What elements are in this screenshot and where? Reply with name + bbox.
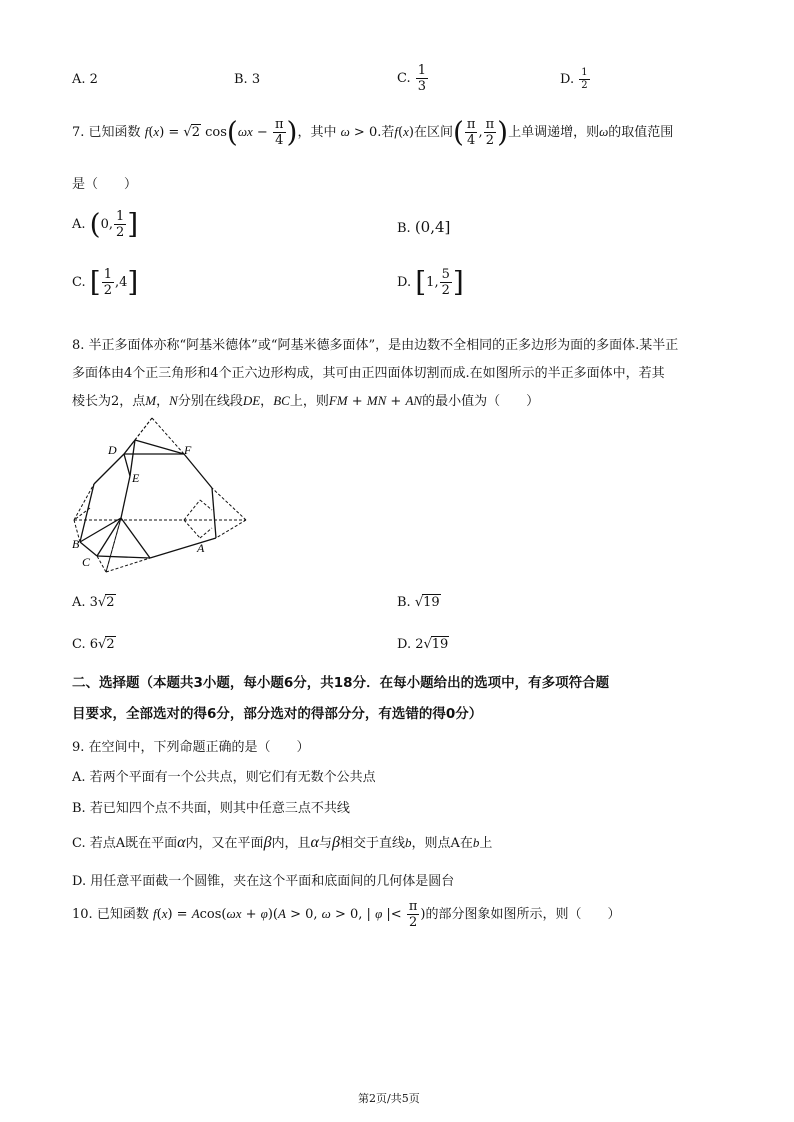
- q9-stem: 9. 在空间中，下列命题正确的是（ ）: [72, 740, 310, 755]
- q7-option-d: D. [1, $\frac{5}{2}$ ]: [397, 265, 464, 299]
- q10-stem: 10. 已知函数 f(x) = Acos(ωx + φ)(A > 0, ω > 0, | φ |< $\frac{\pi}{2}$ )的部分图象如图所示，则（ ）: [72, 899, 621, 930]
- q8-line3b: 分别在线段: [177, 394, 243, 409]
- label-E: E: [132, 471, 140, 485]
- q8-line3a: 棱长为2，点: [72, 394, 146, 409]
- label-B: B: [72, 537, 80, 551]
- q6-option-d-label: D.: [560, 72, 575, 87]
- q7-number: 7.: [72, 125, 85, 140]
- q7-text-3: .若: [377, 125, 395, 140]
- q6-c-den: 3: [417, 79, 427, 94]
- q6-d-den: 2: [581, 80, 588, 91]
- q9-c-text-7: 上: [479, 836, 493, 851]
- q9-option-a: A. 若两个平面有一个公共点，则它们有无数个公共点: [72, 770, 376, 785]
- q8-line3: 棱长为2，点M，N分别在线段DE，BC上，则FM + MN + AN的最小值为（ ）: [72, 393, 540, 409]
- q9-c-text-2: 内，又在平面: [185, 836, 264, 851]
- q8-b-label: B.: [397, 595, 411, 610]
- q6-option-d: [560, 68, 591, 91]
- q7-text-1: 已知函数: [88, 125, 141, 140]
- q9-option-b: B. 若已知四个点不共面，则其中任意三点不共线: [72, 801, 350, 816]
- label-F: F: [184, 443, 192, 457]
- q8-line1: 8. 半正多面体亦称“阿基米德体”或“阿基米德多面体”，是由边数不全相同的正多边形为面的多面体.某半正: [72, 338, 679, 353]
- q9-c-text-6: ，则点A在: [411, 836, 473, 851]
- q8-c-label: C.: [72, 637, 86, 652]
- q9-c-text-5: 相交于直线: [339, 836, 405, 851]
- q6-option-a: A. 2: [72, 72, 98, 87]
- q7-option-b: [397, 218, 450, 236]
- q7-option-a: A. (0, $\frac{1}{2}$ ]: [72, 207, 139, 241]
- q9-option-d: D. 用任意平面截一个圆锥，夹在这个平面和底面间的几何体是圆台: [72, 874, 455, 889]
- q6-option-c: [397, 64, 429, 93]
- label-D: D: [108, 443, 117, 457]
- q7-d-label: D.: [397, 275, 412, 290]
- q10-text-2: 的部分图象如图所示，则（ ）: [425, 907, 621, 922]
- q9-c-text-4: 与: [318, 836, 332, 851]
- q7-text-4: 在区间: [413, 125, 453, 140]
- q6-c-num: 1: [417, 63, 427, 78]
- q7-stem: 7. 已知函数 f(x) = √2 cos(ωx − $\frac{\pi}{4}$ )，其中 ω > 0.若f(x)在区间( $\frac{\pi}{4}$ , $\frac{\pi}{2}$ )上单调递增，则ω的取值范围: [72, 115, 674, 149]
- q8-a-label: A.: [72, 595, 86, 610]
- q7-stem-line2: 是（ ）: [72, 177, 138, 192]
- label-A: A: [197, 541, 205, 555]
- q8-line3c: 上，则: [289, 394, 329, 409]
- q7-a-label: A.: [72, 217, 86, 232]
- q7-text-5: 上单调递增，则: [508, 125, 600, 140]
- page-footer: 第2页/共5页: [358, 1092, 420, 1105]
- q9-option-c: C. 若点A既在平面α内，又在平面β内，且α与β相交于直线b，则点A在b上: [72, 834, 493, 851]
- q10-number: 10.: [72, 907, 93, 922]
- section2-heading-line2: 目要求，全部选对的得6分，部分选对的得部分分，有选错的得0分）: [72, 706, 483, 722]
- q7-b-text: (0,4]: [414, 218, 451, 236]
- q8-line3d: 的最小值为（ ）: [422, 394, 540, 409]
- label-C: C: [82, 555, 91, 569]
- q7-text-6: 的取值范围: [608, 125, 674, 140]
- q7-text-2: ，其中: [297, 125, 337, 140]
- q7-option-c: C. [ $\frac{1}{2}$ ,4]: [72, 265, 139, 299]
- q8-option-c: C. 6√2: [72, 637, 115, 652]
- q8-line2: 多面体由4个正三角形和4个正六边形构成，其可由正四面体切割而成.在如图所示的半正多面体中，若其: [72, 366, 665, 381]
- q8-option-d: D. 2√19: [397, 637, 449, 652]
- q9-c-text-1: C. 若点A既在平面: [72, 836, 178, 851]
- q7-b-label: B.: [397, 221, 411, 236]
- section2-heading-line1: 二、选择题（本题共3小题，每小题6分，共18分．在每小题给出的选项中，有多项符合题: [72, 675, 610, 691]
- q6-option-b: B. 3: [234, 72, 261, 87]
- q6-option-c-label: C.: [397, 71, 411, 86]
- q8-option-b: B. √19: [397, 595, 440, 610]
- q6-d-num: 1: [581, 67, 588, 78]
- q9-c-text-3: 内，且: [271, 836, 311, 851]
- q8-d-label: D.: [397, 637, 412, 652]
- q8-option-a: A. 3√2: [72, 595, 115, 610]
- q10-text-1: 已知函数: [96, 907, 149, 922]
- q7-c-label: C.: [72, 275, 86, 290]
- truncated-tetrahedron-figure: [60, 410, 260, 580]
